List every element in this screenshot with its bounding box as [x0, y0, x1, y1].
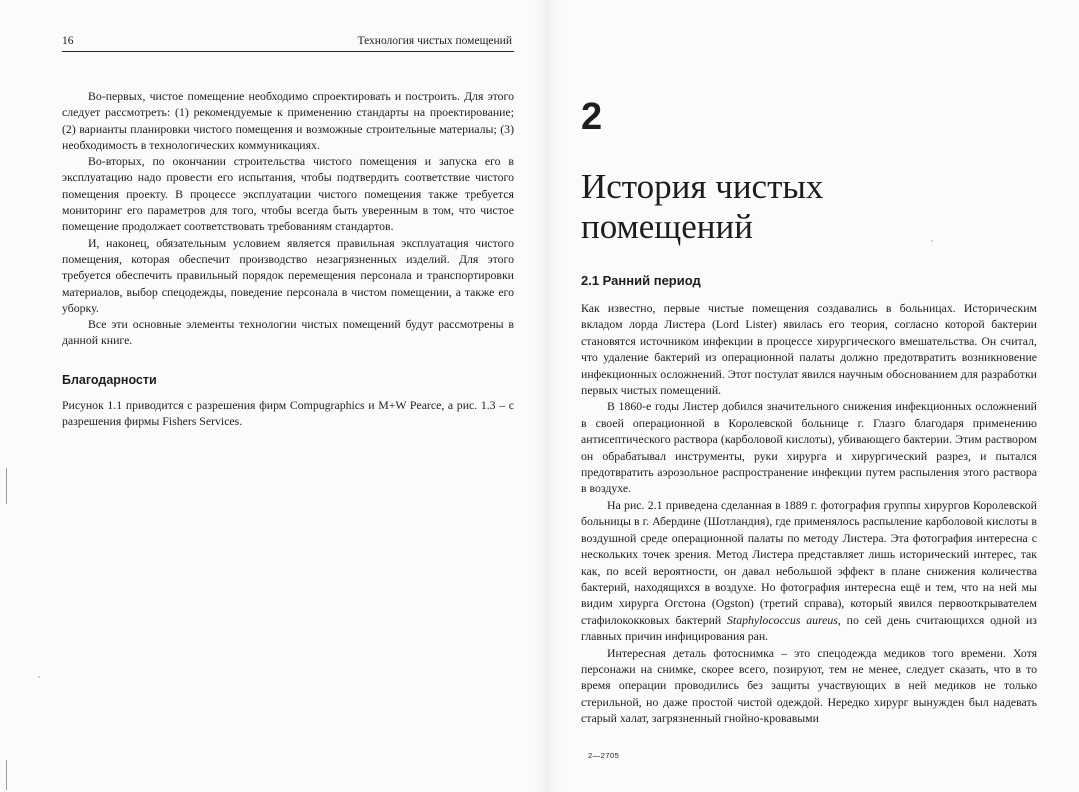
left-page	[62, 33, 514, 429]
scan-speck	[38, 676, 40, 678]
left-body-text	[62, 88, 514, 349]
paragraph: Во-вторых, по окончании строительства чистого помещения и запуска его в эксплуатацию надо провести его испытания, чтобы подтвердить соответствие чистого помещения проекту. В процессе эксплуатации чистого помещения также требуется мониторинг его параметров для того, чтобы всегда быть уверенным в том, что чистое помещение продолжает соответствовать требованиям стандартов.	[62, 154, 514, 234]
right-body-text	[581, 300, 1037, 727]
scan-edge-mark	[6, 760, 7, 790]
paragraph-text: На рис. 2.1 приведена сделанная в 1889 г. фотография группы хирургов Королевской больницы в г. Абердине (Шотландия), где применялось распыление карболовой кислоты в воздушной среде операционной палаты по методу Листера. Эта фотография интересна с нескольких точек зрения. Метод Листера представляет лишь исторический интерес, так как, по всей вероятности, он давал небольшой эффект в плане снижения количества бактерий, находящихся в воздухе. Но фотография интересна ещё и тем, что на ней мы видим хирурга Огстона (Ogston) (третий справа), который явился первооткрывателем стафилококковых бактерий	[581, 497, 1037, 627]
running-title: Технология чистых помещений	[357, 35, 512, 47]
species-name: Staphylococcus aureus	[727, 612, 838, 627]
acknowledgements-heading: Благодарности	[62, 372, 157, 387]
scan-edge-mark	[6, 468, 7, 504]
acknowledgements-text: Рисунок 1.1 приводится с разрешения фирм Compugraphics и M+W Pearce, а рис. 1.3 – с разрешения фирмы Fishers Services.	[62, 397, 514, 429]
paragraph: В 1860-е годы Листер добился значительного снижения инфекционных осложнений в своей операционной в Королевской больнице г. Глазго благодаря применению антисептического раствора (карболовой кислоты), убивающего бактерии. Этим раствором он обрабатывал инструменты, руки хирурга и хирургический разрез, и пытался предотвратить аэрозольное распространение инфекции путем распыления этого раствора в воздухе.	[581, 399, 1037, 496]
printer-signature: 2—2705	[588, 751, 620, 760]
paragraph-text: , по сей день считающихся одной из главных причин инфицирования ран.	[581, 612, 1037, 644]
chapter-number: 2	[581, 96, 603, 138]
right-page	[581, 95, 1037, 727]
paragraph: Во-первых, чистое помещение необходимо спроектировать и построить. Для этого следует рассмотреть: (1) рекомендуемые к применению стандарты на проектирование; (2) варианты планировки чистого помещения и возможные строительные материалы; (3) необходимость в технологических коммуникациях.	[62, 89, 514, 152]
chapter-title: История чистых помещений	[581, 167, 824, 246]
paragraph: Все эти основные элементы технологии чистых помещений будут рассмотрены в данной книге.	[62, 317, 514, 348]
page-number: 16	[62, 35, 74, 47]
paragraph: И, наконец, обязательным условием является правильная эксплуатация чистого помещения, которая обеспечит производство незагрязненных изделий. Для этого требуется обеспечить правильный порядок перемещения персонала и транспортировки материалов, выбор спецодежды, поведение персонала в чистом помещении, а также его уборку.	[62, 235, 514, 315]
paragraph: Как известно, первые чистые помещения создавались в больницах. Историческим вкладом лорда Листера (Lord Lister) явилась его теория, согласно которой бактерии становятся источником инфекции в процессе хирургического вмешательства. Он считал, что удаление бактерий из операционной палаты должно предотвратить возникновение инфекционных осложнений. Этот постулат явился научным обоснованием для разработки первых чистых помещений.	[581, 301, 1037, 398]
paragraph: Интересная деталь фотоснимка – это спецодежда медиков того времени. Хотя персонажи на снимке, скорее всего, позируют, тем не менее, следует сказать, что в то время операции проводились без защиты участвующих в ней медиков не только стерильной, но даже простой чистой одеждой. Нередко хирург вынужден был надевать старый халат, загрязненный гнойно-кровавыми	[581, 645, 1037, 726]
running-header	[62, 33, 514, 52]
section-heading: 2.1 Ранний период	[581, 273, 701, 288]
book-gutter	[532, 0, 562, 792]
paragraph	[581, 497, 1037, 645]
